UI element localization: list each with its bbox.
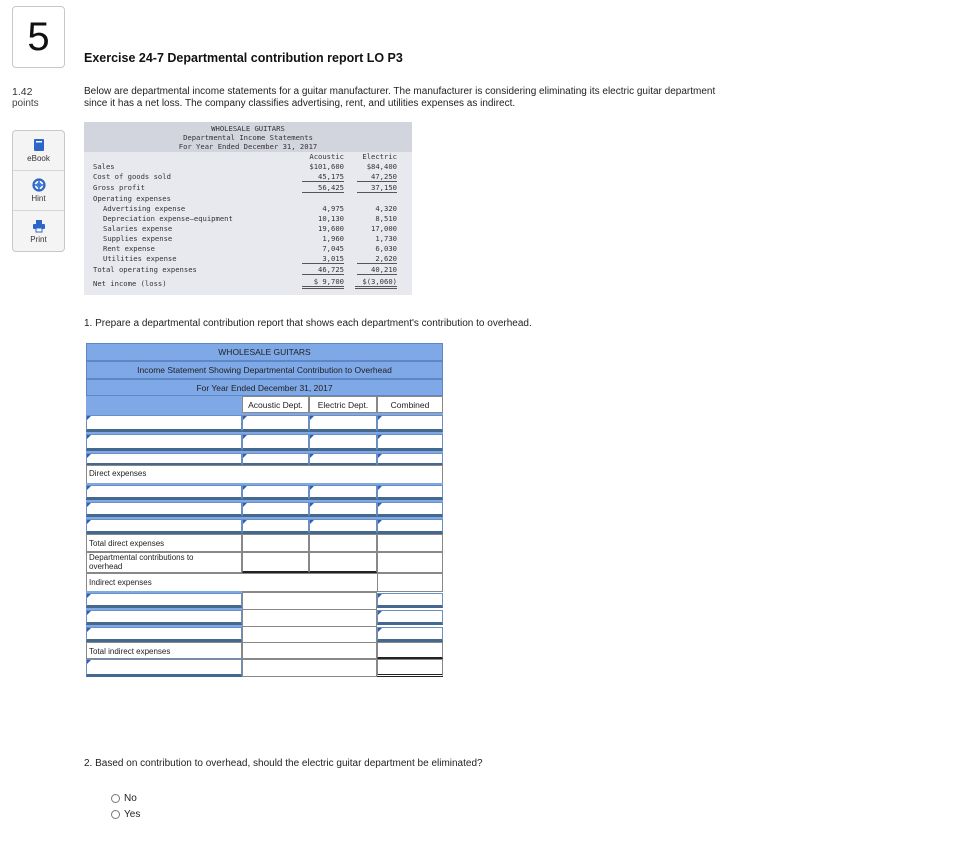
ws-contrib-electric[interactable] [309, 552, 377, 573]
stmt-row-acoustic: 19,600 [318, 224, 344, 233]
ws-indirect3-label-input[interactable] [86, 627, 242, 642]
statements-company: WHOLESALE GUITARS [211, 124, 285, 133]
ws-indirect1-combined-input[interactable] [377, 593, 443, 608]
statements-period: For Year Ended December 31, 2017 [178, 142, 318, 151]
ws-indirect3-combined-input[interactable] [377, 627, 443, 642]
stmt-row-label: Gross profit [93, 183, 145, 192]
radio-yes[interactable] [111, 809, 140, 820]
ws-direct2-acoustic-input[interactable] [242, 502, 309, 517]
stmt-row-electric: 8,510 [375, 214, 397, 223]
radio-yes-label: Yes [124, 809, 141, 820]
hint-button[interactable] [13, 171, 64, 211]
stmt-row-electric: 40,210 [357, 265, 397, 275]
question-number: 5 [12, 6, 65, 68]
stmt-row-electric: $84,400 [366, 162, 397, 171]
exercise-intro: Below are departmental income statements for a guitar manufacturer. The manufacturer is considering eliminating its electric guitar department since it has a net loss. The company classifies advertising, rent, and utilities expenses as indirect. [84, 86, 716, 109]
ws-contrib-combined[interactable] [377, 552, 443, 573]
hint-label: Hint [31, 194, 46, 203]
ws-direct1-acoustic-input[interactable] [242, 485, 309, 500]
exercise-title: Exercise 24-7 Departmental contribution report LO P3 [84, 51, 403, 65]
ws-total-direct-electric[interactable] [309, 534, 377, 552]
ws-total-indirect-blank [242, 642, 377, 659]
ws-contrib-acoustic[interactable] [242, 552, 309, 573]
stmt-row-electric: 6,030 [375, 244, 397, 253]
ws-row2-combined-input[interactable] [377, 434, 443, 451]
stmt-row-label: Cost of goods sold [93, 172, 171, 181]
ws-indirect1-blank [242, 592, 377, 610]
stmt-row-label: Operating expenses [93, 194, 171, 203]
points-display [12, 87, 39, 109]
stmt-row-electric: 37,150 [357, 183, 397, 193]
ws-total-indirect-combined[interactable] [377, 642, 443, 659]
stmt-row-label: Total operating expenses [93, 265, 197, 274]
ebook-button[interactable] [13, 131, 64, 171]
radio-no[interactable] [111, 793, 137, 804]
ws-title: Income Statement Showing Departmental Contribution to Overhead [86, 361, 443, 379]
ws-direct3-combined-input[interactable] [377, 519, 443, 534]
stmt-row-electric: $(3,060) [355, 277, 397, 289]
ws-direct1-label-input[interactable] [86, 485, 242, 500]
label-total-direct: Total direct expenses [89, 539, 165, 548]
ws-direct3-electric-input[interactable] [309, 519, 377, 534]
income-statements-table [84, 122, 412, 295]
stmt-row-electric: 4,320 [375, 204, 397, 213]
stmt-row-label: Salaries expense [103, 224, 173, 233]
ws-row1-label-input[interactable] [86, 415, 242, 432]
ws-row2-acoustic-input[interactable] [242, 434, 309, 451]
col-electric-dept: Electric Dept. [309, 396, 377, 413]
label-dept-contributions: Departmental contributions to overhead [89, 553, 194, 571]
stmt-row-label: Net income (loss) [93, 279, 167, 288]
ws-row1-electric-input[interactable] [309, 415, 377, 432]
stmt-row-acoustic: 7,045 [322, 244, 344, 253]
ws-direct2-electric-input[interactable] [309, 502, 377, 517]
col-electric-header: Electric [362, 152, 397, 161]
radio-no-label: No [124, 793, 137, 804]
stmt-row-acoustic: $101,600 [309, 162, 344, 171]
print-label: Print [30, 234, 47, 244]
ws-final-label-input[interactable] [86, 659, 242, 677]
ws-final-combined[interactable] [377, 659, 443, 677]
book-icon [32, 138, 46, 152]
stmt-row-acoustic: 10,130 [318, 214, 344, 223]
lifebuoy-icon [32, 178, 46, 192]
stmt-row-label: Rent expense [103, 244, 155, 253]
ws-direct2-label-input[interactable] [86, 502, 242, 517]
statements-title: Departmental Income Statements [183, 133, 313, 142]
label-direct-expenses: Direct expenses [89, 469, 147, 478]
col-acoustic-header: Acoustic [309, 152, 344, 161]
ws-indirect1-label-input[interactable] [86, 593, 242, 608]
ws-period: For Year Ended December 31, 2017 [86, 379, 443, 396]
ws-indirect2-blank [242, 609, 377, 627]
stmt-row-acoustic: 3,015 [302, 254, 344, 264]
printer-icon [32, 219, 46, 233]
label-indirect-expenses: Indirect expenses [89, 578, 152, 587]
stmt-row-label: Supplies expense [103, 234, 173, 243]
radio-no-circle[interactable] [111, 794, 120, 803]
stmt-row-label: Utilities expense [103, 254, 177, 263]
stmt-row-acoustic: 1,960 [322, 234, 344, 243]
stmt-row-acoustic: 56,425 [302, 183, 344, 193]
ws-indirect-combined-header [377, 573, 443, 592]
part1-prompt: 1. Prepare a departmental contribution report that shows each department's contribution to overhead. [84, 318, 532, 329]
points-value: 1.42 [12, 86, 33, 98]
ws-company: WHOLESALE GUITARS [86, 343, 443, 361]
ws-header-label-cell [86, 396, 242, 413]
col-combined: Combined [377, 396, 443, 413]
ws-direct3-label-input[interactable] [86, 519, 242, 534]
stmt-row-label: Depreciation expense—equipment [103, 214, 233, 223]
ws-row1-combined-input[interactable] [377, 415, 443, 432]
print-button[interactable] [13, 211, 64, 251]
ws-indirect2-combined-input[interactable] [377, 610, 443, 625]
ws-direct3-acoustic-input[interactable] [242, 519, 309, 534]
radio-yes-circle[interactable] [111, 810, 120, 819]
stmt-row-electric: 17,000 [371, 224, 397, 233]
ws-total-direct-acoustic[interactable] [242, 534, 309, 552]
ws-row1-acoustic-input[interactable] [242, 415, 309, 432]
stmt-row-acoustic: 45,175 [302, 172, 344, 182]
ws-total-direct-combined[interactable] [377, 534, 443, 552]
tools-panel [12, 130, 65, 252]
ws-direct1-combined-input[interactable] [377, 485, 443, 500]
ws-direct2-combined-input[interactable] [377, 502, 443, 517]
stmt-row-electric: 1,730 [375, 234, 397, 243]
stmt-row-acoustic: 46,725 [302, 265, 344, 275]
stmt-row-acoustic: 4,975 [322, 204, 344, 213]
ws-final-blank [242, 659, 377, 677]
ws-row2-electric-input[interactable] [309, 434, 377, 451]
ws-row2-label-input[interactable] [86, 434, 242, 451]
ws-indirect2-label-input[interactable] [86, 610, 242, 625]
label-total-indirect: Total indirect expenses [89, 647, 171, 656]
stmt-row-label: Advertising expense [103, 204, 186, 213]
stmt-row-electric: 2,620 [357, 254, 397, 264]
ebook-label: eBook [27, 154, 50, 163]
stmt-row-label: Sales [93, 162, 115, 171]
points-label: points [12, 98, 39, 109]
ws-direct1-electric-input[interactable] [309, 485, 377, 500]
part2-prompt: 2. Based on contribution to overhead, should the electric guitar department be eliminated? [84, 758, 483, 769]
stmt-row-electric: 47,250 [357, 172, 397, 182]
col-acoustic-dept: Acoustic Dept. [242, 396, 309, 413]
stmt-row-acoustic: $ 9,700 [302, 277, 344, 289]
